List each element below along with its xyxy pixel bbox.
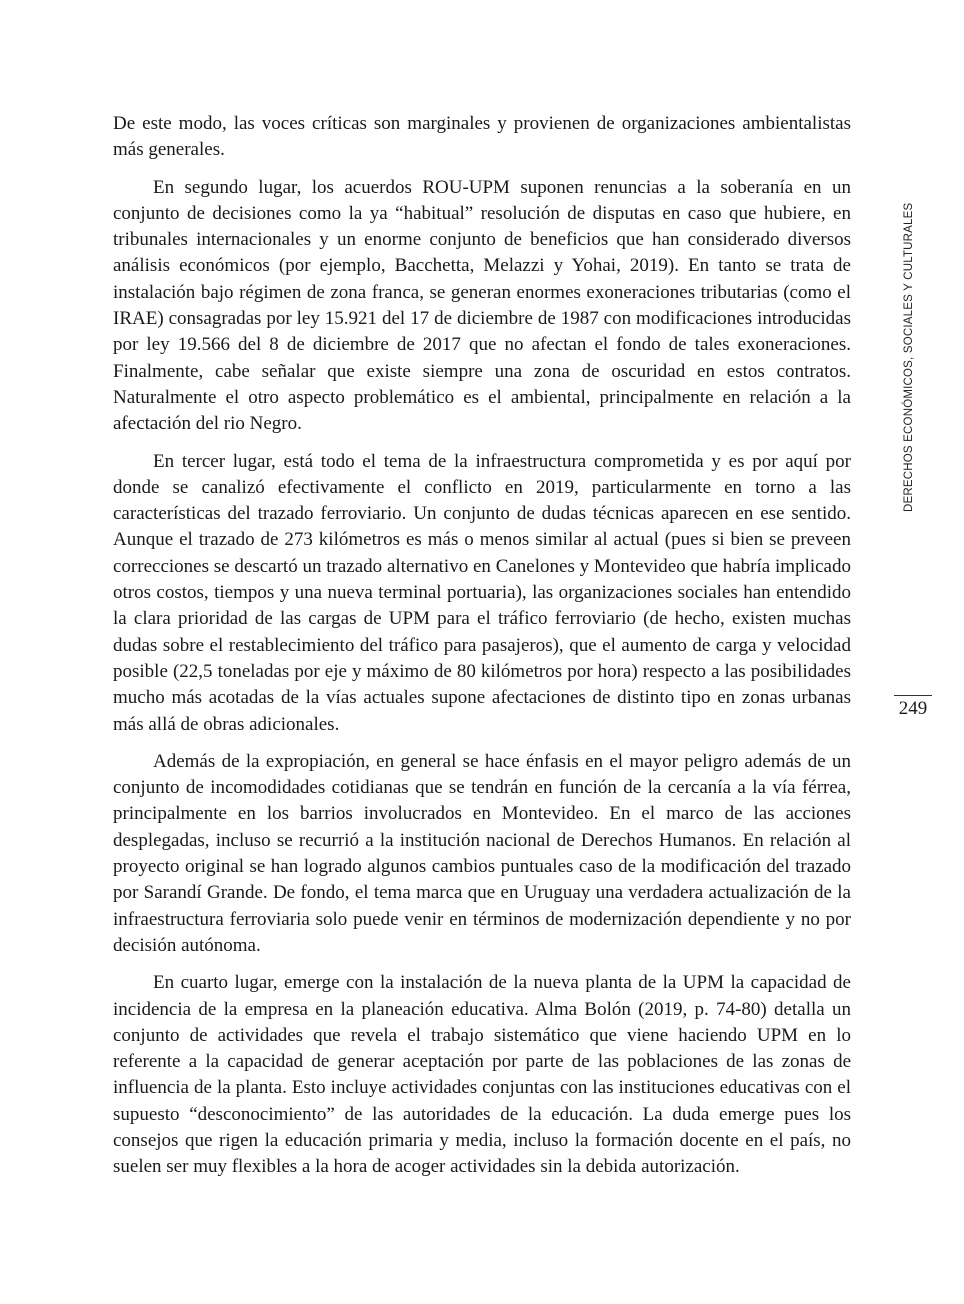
paragraph-2: En segundo lugar, los acuerdos ROU-UPM suponen renuncias a la soberanía en un conjunto de decisiones como la ya “habitual” resolución de disputas en caso que hubiere, en tribunales internacionales y un enorme conjunto de beneficios que han considerado diversos análisis económicos (por ejemplo, Bacchetta, Melazzi y Yohai, 2019). En tanto se trata de instalación bajo régimen de zona franca, se generan enormes exoneraciones tributarias (como el IRAE) consagradas por ley 15.921 del 17 de diciembre de 1987 con modificaciones introducidas por ley 19.566 del 8 de diciembre de 2017 que no afectan el fondo de tales exoneraciones. Finalmente, cabe señalar que existe siempre una zona de oscuridad en estos contratos. Naturalmente el otro aspecto problemático es el ambiental, principalmente en relación a la afectación del rio Negro. — [113, 176, 851, 435]
paragraph-3: En tercer lugar, está todo el tema de la infraestructura comprometida y es por aquí por donde se canalizó efectivamente el conflicto en 2019, particularmente en torno a las características del trazado ferroviario. Un conjunto de dudas técnicas aparecen en ese sentido. Aunque el trazado de 273 kilómetros es más o menos similar al actual (pues si bien se preveen correcciones se descartó un trazado alternativo en Canelones y Montevideo que habría implicado otros costos, tiempos y una nueva terminal portuaria), las organizaciones sociales han entendido la clara prioridad de las cargas de UPM para el tráfico ferroviario (de hecho, existen muchas dudas sobre el restablecimiento del tráfico para pasajeros), que el aumento de carga y velocidad posible (22,5 toneladas por eje y máximo de 80 kilómetros por hora) respecto a las posibilidades mucho más acotadas de la vías actuales supone afectaciones de distinto tipo en zonas urbanas más allá de obras adicionales. — [113, 450, 851, 735]
paragraph-4: Además de la expropiación, en general se hace énfasis en el mayor peligro además de un conjunto de incomodidades cotidianas que se tendrán en función de la cercanía a la vía férrea, principalmente en los barrios involucrados en Montevideo. En el marco de las acciones desplegadas, incluso se recurrió a la institución nacional de Derechos Humanos. En relación al proyecto original se han logrado algunos cambios puntuales caso de la modificación del trazado por Sarandí Grande. De fondo, el tema marca que en Uruguay una verdadera actualización de la infraestructura ferroviaria solo puede venir en términos de modernización dependiente y no por decisión autónoma. — [113, 750, 851, 956]
body-text — [113, 111, 851, 1192]
running-head: DERECHOS ECONÓMICOS, SOCIALES Y CULTURALES — [903, 202, 915, 512]
page-number-rule — [894, 695, 932, 696]
page-number: 249 — [898, 698, 928, 719]
paragraph-5: En cuarto lugar, emerge con la instalación de la nueva planta de la UPM la capacidad de incidencia de la empresa en la planeación educativa. Alma Bolón (2019, p. 74-80) detalla un conjunto de actividades que revela el trabajo sistemático que viene haciendo UPM en lo referente a la capacidad de generar aceptación por parte de las poblaciones de las zonas de influencia de la planta. Esto incluye actividades conjuntas con las instituciones educativas con el supuesto “desconocimiento” de las autoridades de la educación. La duda emerge pues los consejos que rigen la educación primaria y media, incluso la formación docente en el país, no suelen ser muy flexibles a la hora de acoger actividades sin la debida autorización. — [113, 972, 851, 1178]
paragraph-1: De este modo, las voces críticas son marginales y provienen de organizaciones ambientalistas más generales. — [113, 113, 851, 161]
